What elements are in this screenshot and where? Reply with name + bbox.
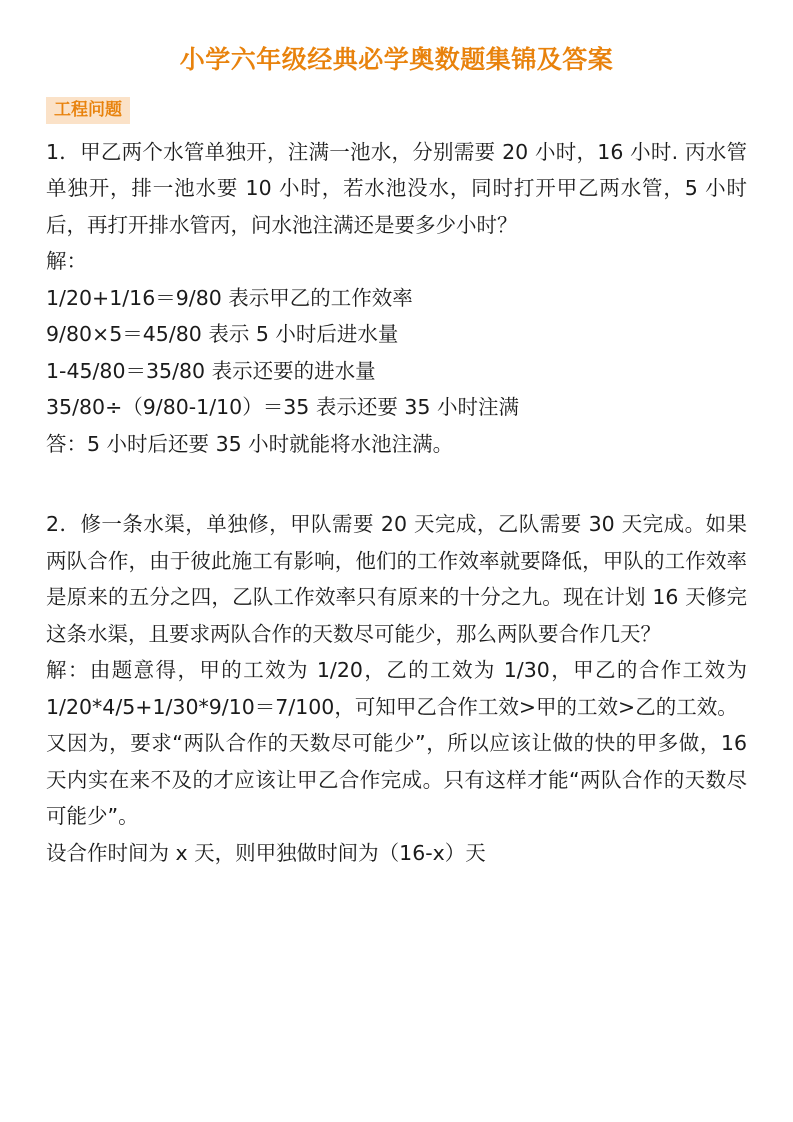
problem-1-step-3: 1-45/80＝35/80 表示还要的进水量 [46,358,376,383]
page-title: 小学六年级经典必学奥数题集锦及答案 [179,45,614,74]
problem-1-step-2: 9/80×5＝45/80 表示 5 小时后进水量 [46,322,399,347]
problem-1-block [46,134,747,462]
problem-2-solution-paragraph-3: 设合作时间为 x 天，则甲独做时间为（16-x）天 [46,840,486,865]
problem-gap [46,462,747,496]
section-tag: 工程问题 [46,97,130,124]
problem-2-block [46,506,747,871]
problem-2-solution-paragraph-1: 解：由题意得，甲的工效为 1/20，乙的工效为 1/30，甲乙的合作工效为 1/20*4/5+1/30*9/10＝7/100，可知甲乙合作工效>甲的工效>乙的工效。 [46,658,747,719]
problem-1-step-4: 35/80÷（9/80-1/10）＝35 表示还要 35 小时注满 [46,395,519,420]
problem-1-solution-label: 解： [46,249,87,274]
problem-1-answer: 答：5 小时后还要 35 小时就能将水池注满。 [46,431,454,456]
problem-2-question: 2．修一条水渠，单独修，甲队需要 20 天完成，乙队需要 30 天完成。如果两队合作，由于彼此施工有影响，他们的工作效率就要降低，甲队的工作效率是原来的五分之四，乙队工作效率只有原来的十分之九。现在计划 16 天修完这条水渠，且要求两队合作的天数尽可能少，那么两队要合作几天？ [46,512,747,646]
problem-1-step-1: 1/20+1/16＝9/80 表示甲乙的工作效率 [46,285,413,310]
problem-1-question: 1．甲乙两个水管单独开，注满一池水，分别需要 20 小时，16 小时. 丙水管单独开，排一池水要 10 小时，若水池没水，同时打开甲乙两水管，5 小时后，再打开排水管丙，问水池注满还是要多少小时？ [46,139,747,237]
problem-2-solution-paragraph-2: 又因为，要求“两队合作的天数尽可能少”，所以应该让做的快的甲多做，16 天内实在来不及的才应该让甲乙合作完成。只有这样才能“两队合作的天数尽可能少”。 [46,731,747,829]
